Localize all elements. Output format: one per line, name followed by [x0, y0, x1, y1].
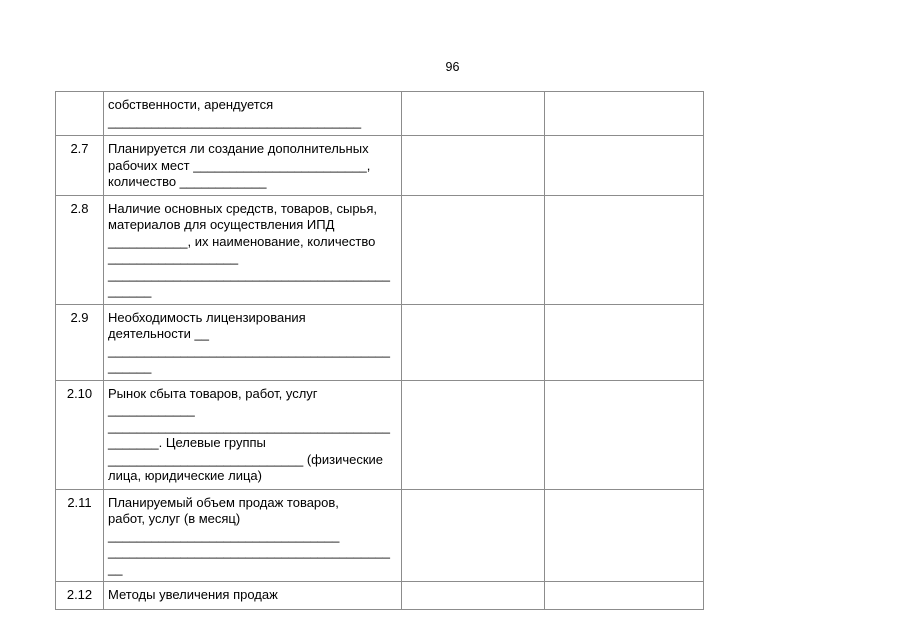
fill-in-blank-line: ______	[108, 359, 152, 374]
row-number-cell: 2.12	[56, 582, 104, 610]
description-line: собственности, арендуется	[108, 97, 274, 112]
description-line: _______. Целевые группы	[108, 435, 266, 450]
description-line: работ, услуг (в месяц)	[108, 511, 241, 526]
answer-cell	[402, 136, 545, 196]
description-line: лица, юридические лица)	[108, 468, 262, 483]
comment-cell	[545, 92, 704, 136]
description-line: Методы увеличения продаж	[108, 587, 278, 602]
description-line: Необходимость лицензирования	[108, 309, 306, 325]
page-number: 96	[445, 60, 460, 74]
row-number-cell: 2.7	[56, 136, 104, 196]
description-line: материалов для осуществления ИПД	[108, 217, 335, 232]
row-description-cell	[104, 136, 402, 196]
business-plan-form-table	[55, 91, 704, 610]
fill-in-blank-line: __________________	[108, 250, 239, 265]
fill-in-blank-line: ____________	[108, 402, 195, 417]
table-row	[56, 136, 704, 196]
comment-cell	[545, 380, 704, 489]
answer-cell	[402, 489, 545, 582]
description-line: Наличие основных средств, товаров, сырья,	[108, 200, 377, 216]
description-line: ___________, их наименование, количество	[108, 233, 376, 249]
answer-cell	[402, 304, 545, 380]
row-description-cell	[104, 195, 402, 304]
fill-in-blank-line: ___________________________________	[108, 113, 362, 129]
row-description-cell	[104, 489, 402, 582]
description-line: количество ____________	[108, 174, 267, 189]
answer-cell	[402, 195, 545, 304]
comment-cell	[545, 195, 704, 304]
table-row	[56, 195, 704, 304]
table-row	[56, 489, 704, 582]
fill-in-blank-line: __	[108, 560, 123, 576]
description-line: ___________________________ (физические	[108, 451, 384, 467]
row-description-cell	[104, 304, 402, 380]
answer-cell	[402, 582, 545, 610]
description-line: Рынок сбыта товаров, работ, услуг	[108, 385, 318, 401]
answer-cell	[402, 92, 545, 136]
table-row	[56, 92, 704, 136]
description-line: рабочих мест ________________________,	[108, 157, 371, 173]
description-line: Планируемый объем продаж товаров,	[108, 494, 339, 510]
comment-cell	[545, 304, 704, 380]
answer-cell	[402, 380, 545, 489]
comment-cell	[545, 136, 704, 196]
table-row	[56, 304, 704, 380]
fill-in-blank-line: _______________________________________	[108, 342, 390, 358]
row-description-cell	[104, 92, 402, 136]
fill-in-blank-line: _______________________________________	[108, 544, 390, 559]
fill-in-blank-line: ________________________________	[108, 527, 340, 543]
comment-cell	[545, 582, 704, 610]
comment-cell	[545, 489, 704, 582]
row-number-cell: 2.11	[56, 489, 104, 582]
table-row	[56, 582, 704, 610]
table-row	[56, 380, 704, 489]
row-number-cell: 2.8	[56, 195, 104, 304]
row-number-cell	[56, 92, 104, 136]
description-line: Планируется ли создание дополнительных	[108, 141, 369, 156]
row-number-cell: 2.10	[56, 380, 104, 489]
row-description-cell	[104, 380, 402, 489]
description-line: деятельности __	[108, 326, 210, 341]
fill-in-blank-line: ______	[108, 283, 152, 298]
fill-in-blank-line: _______________________________________	[108, 418, 390, 434]
row-number-cell: 2.9	[56, 304, 104, 380]
fill-in-blank-line: _______________________________________	[108, 266, 390, 282]
row-description-cell	[104, 582, 402, 610]
